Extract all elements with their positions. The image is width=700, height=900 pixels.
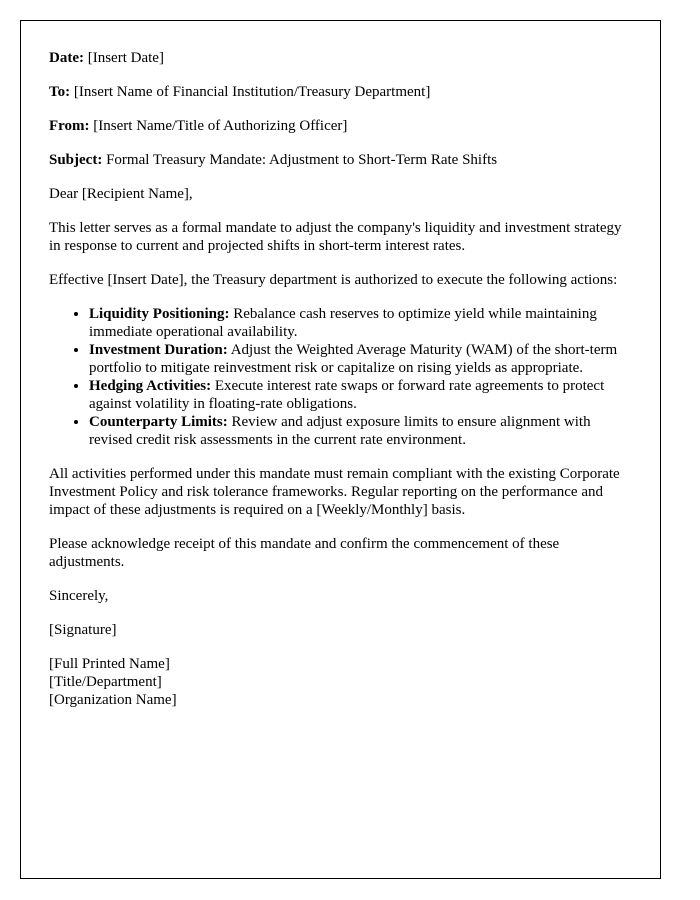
bullet-label: Investment Duration: <box>89 342 228 358</box>
bullet-text: Execute interest rate swaps or forward rate agreements to protect against volatility in floating-rate obligations. <box>89 378 605 412</box>
subject-value: Formal Treasury Mandate: Adjustment to Short-Term Rate Shifts <box>106 152 498 168</box>
to-line <box>49 83 632 101</box>
date-line <box>49 49 632 67</box>
from-value: [Insert Name/Title of Authorizing Officer] <box>93 118 348 134</box>
from-line <box>49 117 632 135</box>
salutation: Dear [Recipient Name], <box>49 186 193 202</box>
actions-list <box>71 305 632 449</box>
date-value: [Insert Date] <box>87 50 164 66</box>
acknowledge-paragraph: Please acknowledge receipt of this mandate and confirm the commencement of these adjustments. <box>49 536 560 570</box>
subject-label: Subject: <box>49 152 103 168</box>
signoff-name: [Full Printed Name] <box>49 656 170 672</box>
subject-line <box>49 151 632 169</box>
list-item <box>89 377 632 413</box>
bullet-label: Counterparty Limits: <box>89 414 228 430</box>
list-item <box>89 305 632 341</box>
to-label: To: <box>49 84 71 100</box>
list-item <box>89 413 632 449</box>
signoff-title: [Title/Department] <box>49 674 162 690</box>
from-label: From: <box>49 118 90 134</box>
compliance-paragraph: All activities performed under this mandate must remain compliant with the existing Corporate Investment Policy and risk tolerance frameworks. Regular reporting on the performance and impact of these adjustments is required on a [Weekly/Monthly] basis. <box>49 466 620 518</box>
bullet-label: Liquidity Positioning: <box>89 306 230 322</box>
date-label: Date: <box>49 50 84 66</box>
signoff-organization: [Organization Name] <box>49 692 177 708</box>
effective-paragraph: Effective [Insert Date], the Treasury department is authorized to execute the following actions: <box>49 272 618 288</box>
list-item <box>89 341 632 377</box>
bullet-text: Review and adjust exposure limits to ensure alignment with revised credit risk assessments in the current rate environment. <box>89 414 591 448</box>
bullet-label: Hedging Activities: <box>89 378 212 394</box>
signature-placeholder: [Signature] <box>49 622 117 638</box>
bullet-text: Adjust the Weighted Average Maturity (WAM) of the short-term portfolio to mitigate reinvestment risk or capitalize on rising yields as appropriate. <box>89 342 618 376</box>
intro-paragraph: This letter serves as a formal mandate to adjust the company's liquidity and investment strategy in response to current and projected shifts in short-term interest rates. <box>49 220 622 254</box>
bullet-text: Rebalance cash reserves to optimize yield while maintaining immediate operational availability. <box>89 306 597 340</box>
to-value: [Insert Name of Financial Institution/Treasury Department] <box>73 84 431 100</box>
letter-page <box>20 20 661 879</box>
closing: Sincerely, <box>49 588 109 604</box>
